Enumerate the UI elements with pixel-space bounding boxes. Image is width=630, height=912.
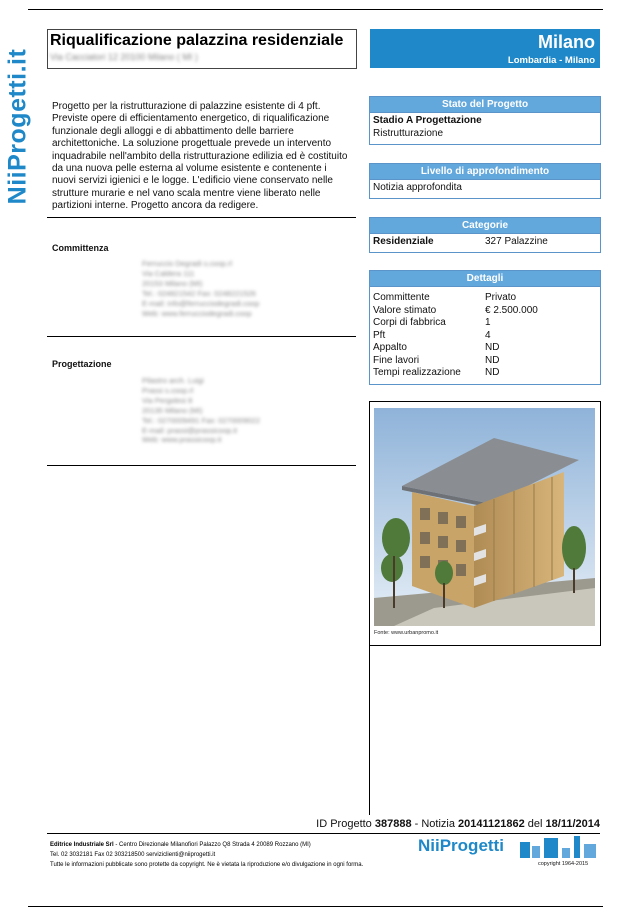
divider-1 [47,217,356,218]
del-label: del [527,818,543,830]
livello-header: Livello di approfondimento [370,164,600,180]
committenza-line: E-mail: info@ferrucciodegradi.coop [142,298,260,308]
dettagli-value: € 2.500.000 [485,304,538,316]
dettagli-key: Appalto [373,342,407,353]
livello-panel [369,163,601,199]
progettazione-line: E-mail: prassi@prassicoop.it [142,425,238,435]
publisher-address: - Centro Direzionale Milanofiori Palazzo Q8 Strada 4 20089 Rozzano (MI) [113,842,311,848]
id-label: ID Progetto [316,818,372,830]
stato-stage: Stadio A Progettazione [373,115,482,126]
copyright-disclaimer: Tutte le informazioni pubblicate sono protette da copyright. Ne è vietata la riproduzione e/o divulgazione in ogni forma. [50,862,364,868]
categoria-name: Residenziale [373,236,434,247]
dettagli-value: Privato [485,292,517,303]
publisher-line [50,842,311,848]
project-id-line [300,818,600,830]
progettazione-details [142,376,260,445]
city-box [370,29,600,68]
dettagli-row [373,330,597,343]
committenza-line: Via Caldera 111 [142,268,195,278]
side-brand-text: NiiProgetti.it [3,48,32,205]
dettagli-panel [369,270,601,385]
dettagli-key: Fine lavori [373,354,420,366]
dettagli-value: ND [485,342,500,353]
dettagli-value: ND [485,354,500,366]
project-description: Progetto per la ristrutturazione di palazzine esistente di 4 pft. Previste opere di efficientamento energetico, di riqualificazione funzionale degli alloggi e di abbattimento delle barriere architettoniche. La soluzione progettuale prevede un intervento inquadrabile nell'ambito della ristrutturazione edilizia ed è costituito da una nuova pelle esterna al volume esistente e contenente i nuovi servizi igienici e le logge. L'edificio viene conservato nelle strutture murarie e nel vano scala mentre viene liberato nelle partizioni interne. Progetto ancora da redigere. [52,101,348,212]
committenza-line: Tel.: 024821542 Fax: 0248221526 [142,288,256,298]
dettagli-key: Pft [373,329,386,341]
progettazione-line: Tel.: 0270009491 Fax: 0270009022 [142,415,261,425]
dettagli-value: 4 [485,329,491,341]
stato-header: Stato del Progetto [370,97,600,113]
progettazione-line: Pilastro arch. Luigi [142,376,204,385]
stato-detail: Ristrutturazione [373,127,444,139]
footer-logo [418,836,504,856]
dettagli-key: Valore stimato [373,304,437,316]
committenza-label: Committenza [52,243,109,253]
top-rule [28,9,603,10]
notizia-date: 18/11/2014 [545,818,600,830]
notizia-value: 20141121862 [458,818,525,830]
region-name: Lombardia - Milano [507,55,595,66]
dettagli-key: Committente [373,292,430,303]
logo-building-icon [518,836,600,858]
dettagli-row [373,355,597,368]
project-address: Via Cacciatori 12 20100 Milano ( MI ) [50,52,198,62]
committenza-line: Ferruccio Degradi s.coop.rl [142,259,233,268]
publisher-contacts: Tel. 02 3032181 Fax 02 303218500 serviziclienti@niiprogetti.it [50,852,216,858]
dettagli-row [373,342,597,355]
logo-text: NiiProgetti [418,836,504,855]
right-column-rule [369,645,370,815]
categorie-panel [369,217,601,253]
progettazione-line: Web: www.prassicoop.it [142,435,222,445]
committenza-line: 20153 Milano (MI) [142,278,203,288]
side-brand [0,0,34,260]
project-photo [374,408,595,626]
progettazione-line: Prassi s.coop.rl [142,385,194,395]
dettagli-row [373,367,597,380]
city-name: Milano [538,32,595,52]
dettagli-value: 1 [485,317,491,328]
footer-rule [47,833,600,834]
progettazione-line: 20135 Milano (MI) [142,405,203,415]
progettazione-label: Progettazione [52,359,112,369]
dettagli-row [373,292,597,305]
photo-source: Fonte: www.urbanpromo.it [374,630,439,636]
committenza-details [142,259,259,318]
title-box [47,29,357,69]
dettagli-row [373,317,597,330]
dettagli-header: Dettagli [370,271,600,287]
stato-panel [369,96,601,145]
divider-2 [47,336,356,337]
id-value: 387888 [374,818,412,830]
dettagli-row [373,305,597,318]
dettagli-key: Corpi di fabbrica [373,317,446,328]
livello-value: Notizia approfondita [373,182,462,193]
copyright-text: copyright 1964-2015 [538,861,589,867]
project-photo-box [369,401,601,646]
progettazione-line: Via Pergolesi 8 [142,395,193,405]
committenza-line: Web: www.ferrucciodegradi.coop [142,308,252,318]
dettagli-value: ND [485,367,500,378]
categoria-value: 327 Palazzine [485,236,548,247]
bottom-rule [28,906,603,907]
notizia-label: - Notizia [414,818,455,830]
categorie-header: Categorie [370,218,600,234]
publisher-name: Editrice Industriale Srl [50,842,114,848]
divider-3 [47,465,356,466]
page-title: Riqualificazione palazzina residenziale [50,32,344,49]
dettagli-key: Tempi realizzazione [373,367,461,378]
